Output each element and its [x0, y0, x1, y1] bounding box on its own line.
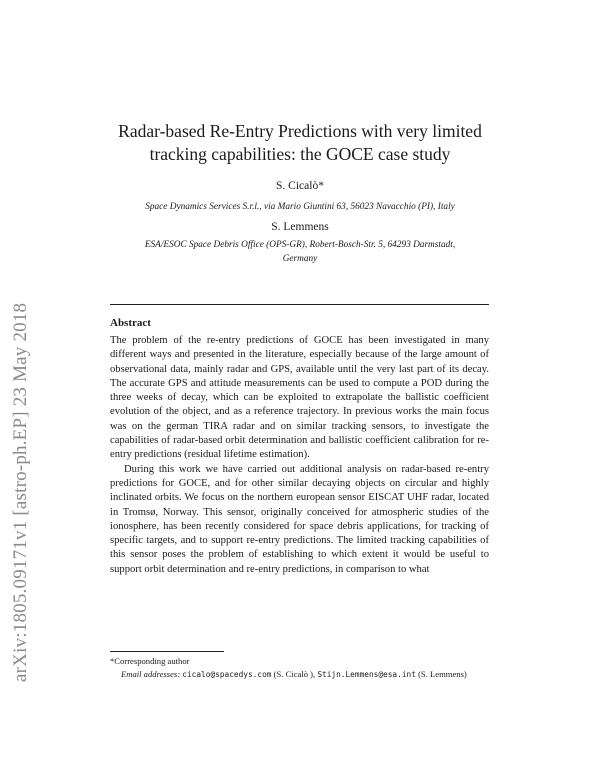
paper-title: [100, 120, 500, 166]
email-link-2[interactable]: Stijn.Lemmens@esa.int: [317, 669, 416, 679]
title-line-1: Radar-based Re-Entry Predictions with very limited: [118, 121, 482, 141]
email-owner-2-cont: Lemmens): [430, 668, 467, 679]
abstract-body: [110, 334, 489, 577]
footnote-corresponding: *Corresponding author: [110, 656, 190, 666]
abstract-paragraph-1: The problem of the re-entry predictions of GOCE has been investigated in many different ways and presented in the literature, especially because of the large amount of observational data, mainly radar and GPS, available until the very last part of its decay. The accurate GPS and attitude measurements can be used to compute a POD during the three weeks of decay, which can be exploited to extrapolate the ballistic coefficient evolution of the object, and as a reference trajectory. In previous works the main focus was on the german TIRA radar and on similar tracking sensors, to investigate the capabilities of radar-based orbit determination and ballistic coefficient calibration for re-entry predictions (residual lifetime estimation).: [110, 335, 489, 461]
arxiv-identifier-stamp: arXiv:1805.09171v1 [astro-ph.EP] 23 May 2018: [10, 302, 31, 682]
footnote-emails: [110, 668, 489, 682]
email-owner-2: (S.: [418, 668, 428, 679]
abstract-heading: Abstract: [110, 317, 151, 329]
title-line-2: tracking capabilities: the GOCE case study: [149, 144, 451, 164]
affiliation-1: Space Dynamics Services S.r.l., via Mario Giuntini 63, 56023 Navacchio (PI), Italy: [145, 202, 455, 212]
affiliation-2: [105, 238, 495, 266]
email-label: Email addresses:: [121, 668, 181, 679]
affiliation-2-line-1: ESA/ESOC Space Debris Office (OPS-GR), Robert-Bosch-Str. 5, 64293 Darmstadt,: [144, 240, 456, 250]
author-2: S. Lemmens: [271, 221, 329, 233]
footnotes: [110, 655, 489, 681]
email-link-1[interactable]: cicalo@spacedys.com: [182, 669, 272, 679]
header-rule: [110, 304, 489, 305]
footnote-rule: [110, 651, 224, 652]
author-1: S. Cicalò*: [276, 180, 324, 192]
abstract-paragraph-2: During this work we have carried out additional analysis on radar-based re-entry predictions for GOCE, and for other similar decaying objects on circular and highly inclinated orbits. We focus on the northern european sensor EISCAT UHF radar, located in Tromsø, Norway. This sensor, originally conceived for atmospheric studies of the ionosphere, has been recently considered for space debris applications, for tracking of specific targets, and to support re-entry predictions. The limited tracking capabilities of this sensor poses the problem of establishing to which extent it would be useful to support orbit determination and re-entry predictions, in comparison to what: [110, 463, 489, 575]
email-owner-1: (S. Cicalò ),: [273, 668, 316, 679]
affiliation-2-line-2: Germany: [282, 254, 318, 264]
